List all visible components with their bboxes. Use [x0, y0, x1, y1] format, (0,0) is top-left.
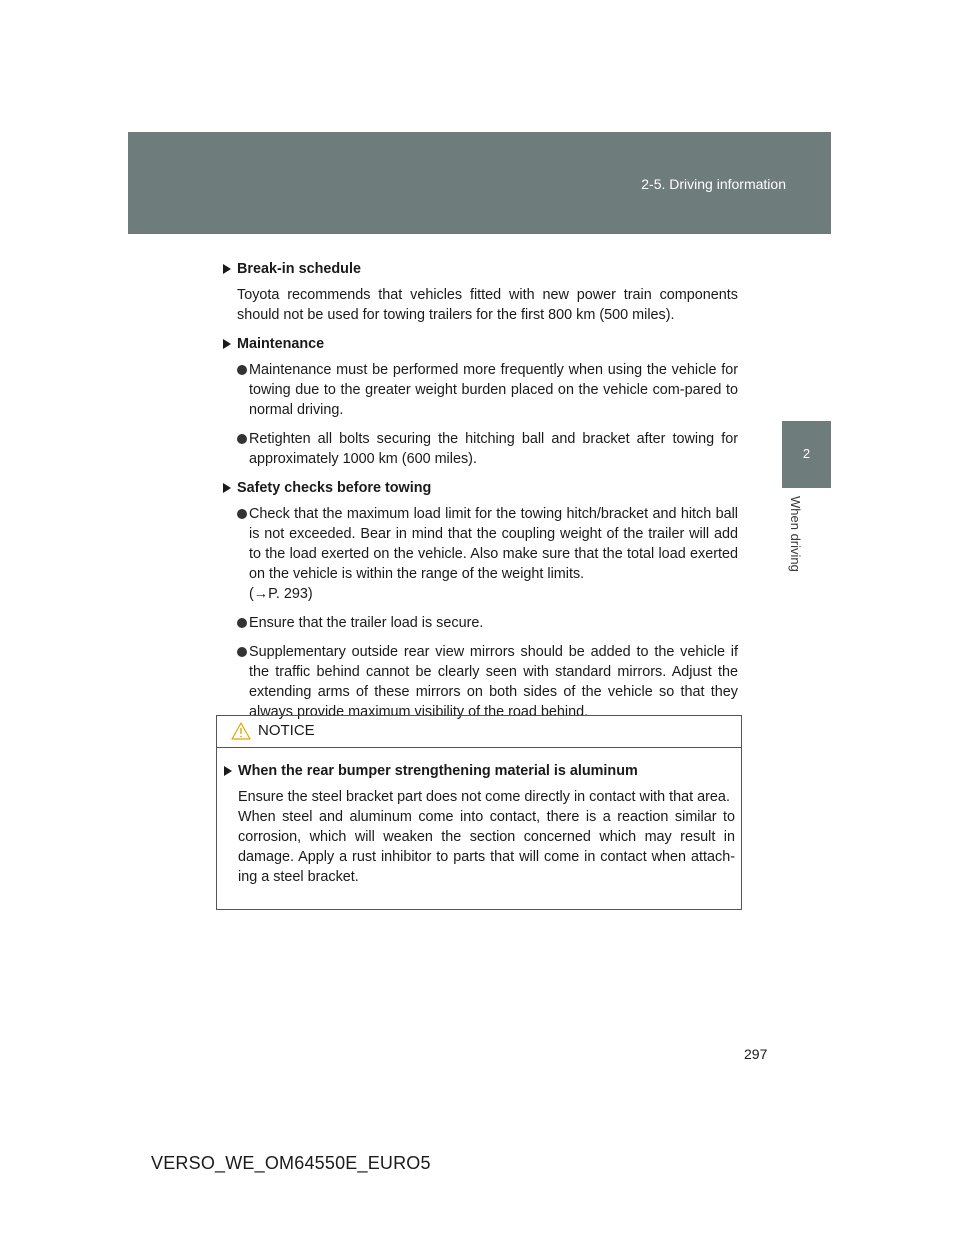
list-item-text: Ensure that the trailer load is secure.: [249, 615, 484, 631]
warning-triangle-icon: [231, 722, 251, 740]
document-code: VERSO_WE_OM64550E_EURO5: [151, 1153, 431, 1173]
triangle-bullet-icon: [223, 339, 231, 349]
notice-box: [216, 715, 742, 910]
notice-heading-text: When the rear bumper strengthening material is aluminum: [238, 763, 638, 779]
notice-text: [238, 787, 735, 887]
chapter-label: When driving: [788, 496, 803, 572]
notice-header: [217, 716, 741, 748]
triangle-bullet-icon: [223, 264, 231, 274]
dot-bullet-icon: [237, 509, 247, 519]
notice-line: Ensure the steel bracket part does not come directly in contact with that area.: [238, 789, 730, 805]
notice-title: NOTICE: [258, 722, 315, 739]
chapter-number: 2: [802, 446, 811, 461]
dot-bullet-icon: [237, 618, 247, 628]
notice-heading: [223, 761, 735, 781]
list-item: [237, 613, 738, 633]
section-heading: [222, 478, 738, 498]
notice-line: When steel and aluminum come into contact, there is a reaction similar to corrosion, which will weaken the section concerned which may result in damage. Apply a rust inhibitor to parts that will come in contact when attach-ing a steel bracket.: [238, 809, 735, 885]
list-item-text: Supplementary outside rear view mirrors should be added to the vehicle if the traffic behind cannot be clearly seen with standard mirrors. Adjust the extending arms of these mirrors on both sides of the vehicle so that they always provide maximum visibility of the road behind.: [249, 644, 738, 720]
heading-text: Safety checks before towing: [237, 480, 432, 496]
triangle-bullet-icon: [223, 483, 231, 493]
heading-text: Break-in schedule: [237, 261, 361, 277]
heading-text: Maintenance: [237, 336, 325, 352]
dot-bullet-icon: [237, 647, 247, 657]
page-reference-link[interactable]: (→P. 293): [249, 586, 313, 602]
chapter-tab: [782, 421, 831, 488]
triangle-bullet-icon: [224, 766, 232, 776]
list-item: [237, 429, 738, 469]
section-title: 2-5. Driving information: [641, 176, 786, 192]
list-item: [237, 642, 738, 722]
list-item-text: Check that the maximum load limit for the towing hitch/bracket and hitch ball is not exceeded. Bear in mind that the coupling weight of the trailer will add to the load exerted on the vehicle. Also make sure that the total load exerted on the vehicle is within the range of the weight limits.: [249, 506, 738, 582]
list-item: [237, 504, 738, 604]
page-number: 297: [744, 1046, 768, 1062]
list-item-text: Retighten all bolts securing the hitching ball and bracket after towing for approximately 1000 km (600 miles).: [249, 431, 738, 467]
section-heading: [222, 259, 738, 279]
dot-bullet-icon: [237, 434, 247, 444]
section-heading: [222, 334, 738, 354]
list-item: [237, 360, 738, 420]
list-item-text: Maintenance must be performed more frequently when using the vehicle for towing due to the greater weight burden placed on the vehicle com-pared to normal driving.: [249, 362, 738, 418]
main-content: [222, 259, 738, 731]
chapter-header: [128, 132, 831, 234]
notice-body: [217, 748, 741, 887]
paragraph: Toyota recommends that vehicles fitted with new power train components should not be used for towing trailers for the first 800 km (500 miles).: [237, 287, 738, 323]
dot-bullet-icon: [237, 365, 247, 375]
